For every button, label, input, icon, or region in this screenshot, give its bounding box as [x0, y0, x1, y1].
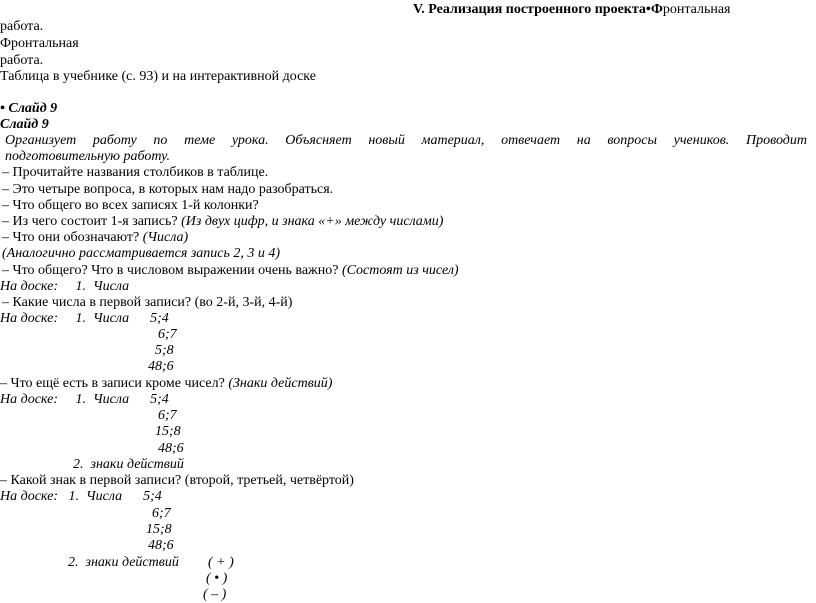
dialog-line-3: – Что общего во всех записях 1-й колонки? — [2, 198, 259, 213]
dialog-line-8: – Какие числа в первой записи? (во 2-й, 3-й, 4-й) — [2, 295, 293, 310]
slide-heading-1 — [0, 101, 57, 117]
dialog-line-9 — [0, 376, 332, 392]
dialog-line-7 — [2, 263, 459, 279]
board-4-value-4: 48;6 — [148, 538, 174, 553]
dialog-question-4: – Из чего состоит 1-я запись? — [2, 214, 182, 229]
operation-multiply: ( • ) — [206, 571, 228, 586]
section-title: V. Реализация построенного проекта — [413, 2, 646, 17]
board-note-1: На доске: 1. Числа — [0, 279, 130, 294]
text-frontal: Фронтальная — [0, 36, 79, 51]
section-title-letter: Ф — [650, 2, 663, 17]
board-2-value-4: 48;6 — [148, 359, 174, 374]
dialog-answer-4: (Из двух цифр, и знака «+» между числами) — [181, 214, 444, 229]
operation-minus: ( – ) — [203, 587, 227, 602]
dialog-question-7: – Что общего? Что в числовом выражении очень важно? — [2, 263, 342, 278]
board-3-signs: 2. знаки действий — [73, 457, 184, 472]
dialog-line-1: – Прочитайте названия столбиков в таблице. — [2, 165, 269, 180]
board-3-value-2: 6;7 — [158, 408, 177, 423]
section-heading — [413, 2, 731, 18]
board-note-3: На доске: 1. Числа 5;4 — [0, 392, 169, 407]
board-2-value-2: 6;7 — [158, 327, 177, 342]
board-note-2: На доске: 1. Числа 5;4 — [0, 311, 169, 326]
teacher-action-line-1: Организует работу по теме урока. Объясняет новый материал, отвечает на вопросы учеников. Проводит — [5, 133, 807, 148]
dialog-line-10: – Какой знак в первой записи? (второй, третьей, четвёртой) — [0, 473, 354, 488]
text-table-ref: Таблица в учебнике (с. 93) и на интерактивной доске — [0, 69, 316, 84]
board-4-value-2: 6;7 — [152, 506, 171, 521]
dialog-line-5 — [2, 230, 188, 246]
teacher-action-line-2: подготовительную работу. — [5, 149, 170, 164]
bullet-icon: • — [645, 2, 651, 17]
dialog-line-2: – Это четыре вопроса, в которых нам надо разобраться. — [2, 182, 334, 197]
dialog-question-5: – Что они обозначают? — [2, 230, 143, 245]
operation-plus: ( + ) — [208, 555, 234, 570]
dialog-answer-5: (Числа) — [142, 230, 189, 245]
dialog-question-9: – Что ещё есть в записи кроме чисел? — [0, 376, 229, 391]
board-4-signs: 2. знаки действий — [68, 555, 179, 570]
dialog-answer-7: (Состоят из чисел) — [341, 263, 459, 278]
board-note-4: На доске: 1. Числа 5;4 — [0, 489, 162, 504]
text-rabota-2: работа. — [0, 53, 44, 68]
board-3-value-4: 48;6 — [158, 441, 184, 456]
bullet-icon: • — [0, 101, 5, 116]
slide-label-1: Слайд 9 — [8, 101, 58, 116]
slide-heading-2: Слайд 9 — [0, 117, 49, 132]
dialog-line-6: (Аналогично рассматривается запись 2, 3 и 4) — [2, 246, 281, 261]
board-3-value-3: 15;8 — [155, 424, 181, 439]
section-title-tail: ронтальная — [662, 2, 731, 17]
board-4-value-3: 15;8 — [146, 522, 172, 537]
dialog-line-4 — [2, 214, 443, 230]
dialog-answer-9: (Знаки действий) — [228, 376, 333, 391]
board-2-value-3: 5;8 — [155, 343, 174, 358]
text-rabota-1: работа. — [0, 19, 44, 34]
